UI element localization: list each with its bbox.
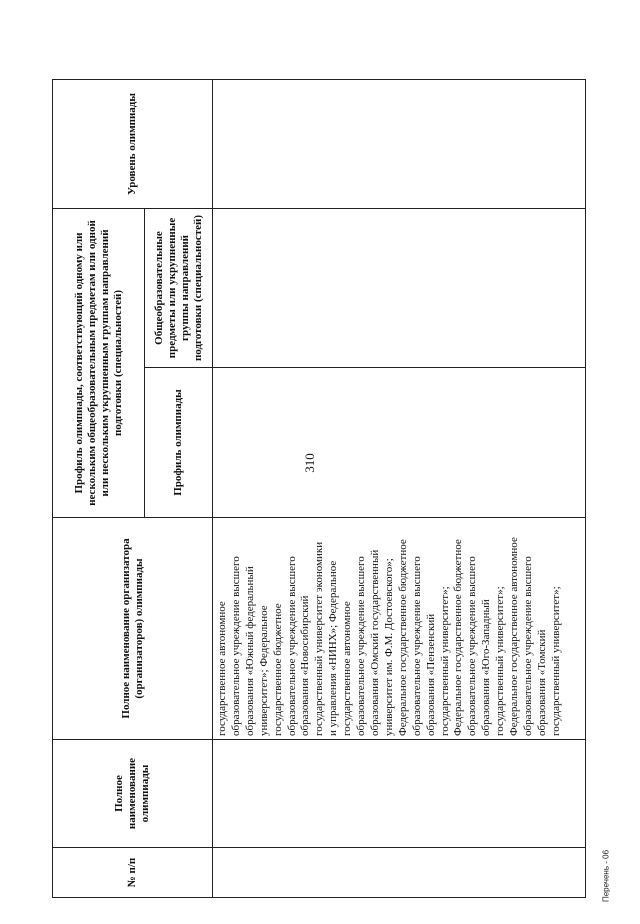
organizer-line: университет»; Федеральное — [257, 605, 270, 736]
organizer-line: образовательное учреждение высшего — [410, 556, 423, 736]
rotated-document — [52, 80, 586, 898]
organizer-line: Федеральное государственное автономное — [508, 537, 521, 736]
header-row — [53, 80, 145, 898]
cell-level — [213, 80, 586, 209]
organizer-line: Федеральное государственное бюджетное — [396, 539, 409, 736]
organizer-line: Федеральное государственное бюджетное — [452, 539, 465, 736]
cell-name — [213, 740, 586, 848]
organizer-line: государственный университет»; — [494, 586, 507, 736]
cell-organizer — [213, 518, 586, 740]
organizer-line: государственное бюджетное — [271, 603, 284, 736]
organizer-line: образовательное учреждение высшего — [355, 556, 368, 736]
organizer-line: и управления «НИНХ»; Федеральное — [327, 560, 340, 736]
organizer-line: образовательное учреждение высшего — [521, 556, 534, 736]
footer-code: Перечень - 06 — [601, 849, 611, 903]
organizer-line: государственный университет»; — [549, 586, 562, 736]
organizer-line: образования «Юго-Западный — [480, 599, 493, 736]
page-number: 310 — [302, 453, 317, 473]
header-num: № п/п — [53, 848, 213, 898]
organizer-line: государственное автономное — [216, 601, 228, 736]
cell-subjects — [213, 209, 586, 368]
organizer-text — [213, 518, 564, 739]
organizer-line: образовательное учреждение высшего — [229, 556, 242, 736]
organizer-line: государственный университет экономики — [313, 541, 326, 736]
header-level: Уровень олимпиады — [53, 80, 213, 209]
olympiad-table — [52, 79, 586, 898]
header-profile-group: Профиль олимпиады, соответствующий одному или нескольким общеобразовательным предметам или одной или нескольким укрупненным группам направлений подготовки (специальностей) — [53, 209, 145, 518]
organizer-line: государственное автономное — [341, 601, 354, 736]
header-subjects: Общеобразовательные предметы или укрупненные группы направлений подготовки (специальностей) — [145, 209, 213, 368]
organizer-line: образования «Южный федеральный — [243, 566, 256, 736]
header-name: Полное наименование олимпиады — [53, 740, 213, 848]
table-row — [213, 80, 586, 898]
cell-profile — [213, 368, 586, 518]
organizer-line: образования «Пензенский — [424, 613, 437, 736]
header-profile: Профиль олимпиады — [145, 368, 213, 518]
organizer-line: образовательное учреждение высшего — [285, 556, 298, 736]
header-organizer: Полное наименование организатора (организаторов) олимпиады — [53, 518, 213, 740]
organizer-line: образования «Томский — [535, 629, 548, 736]
organizer-line: государственный университет»; — [438, 586, 451, 736]
organizer-line: образовательное учреждение высшего — [466, 556, 479, 736]
organizer-line: университет им. Ф.М. Достоевского»; — [382, 558, 395, 736]
cell-num — [213, 848, 586, 898]
organizer-line: образования «Новосибирский — [299, 595, 312, 736]
organizer-line: образования «Омский государственный — [368, 549, 381, 736]
